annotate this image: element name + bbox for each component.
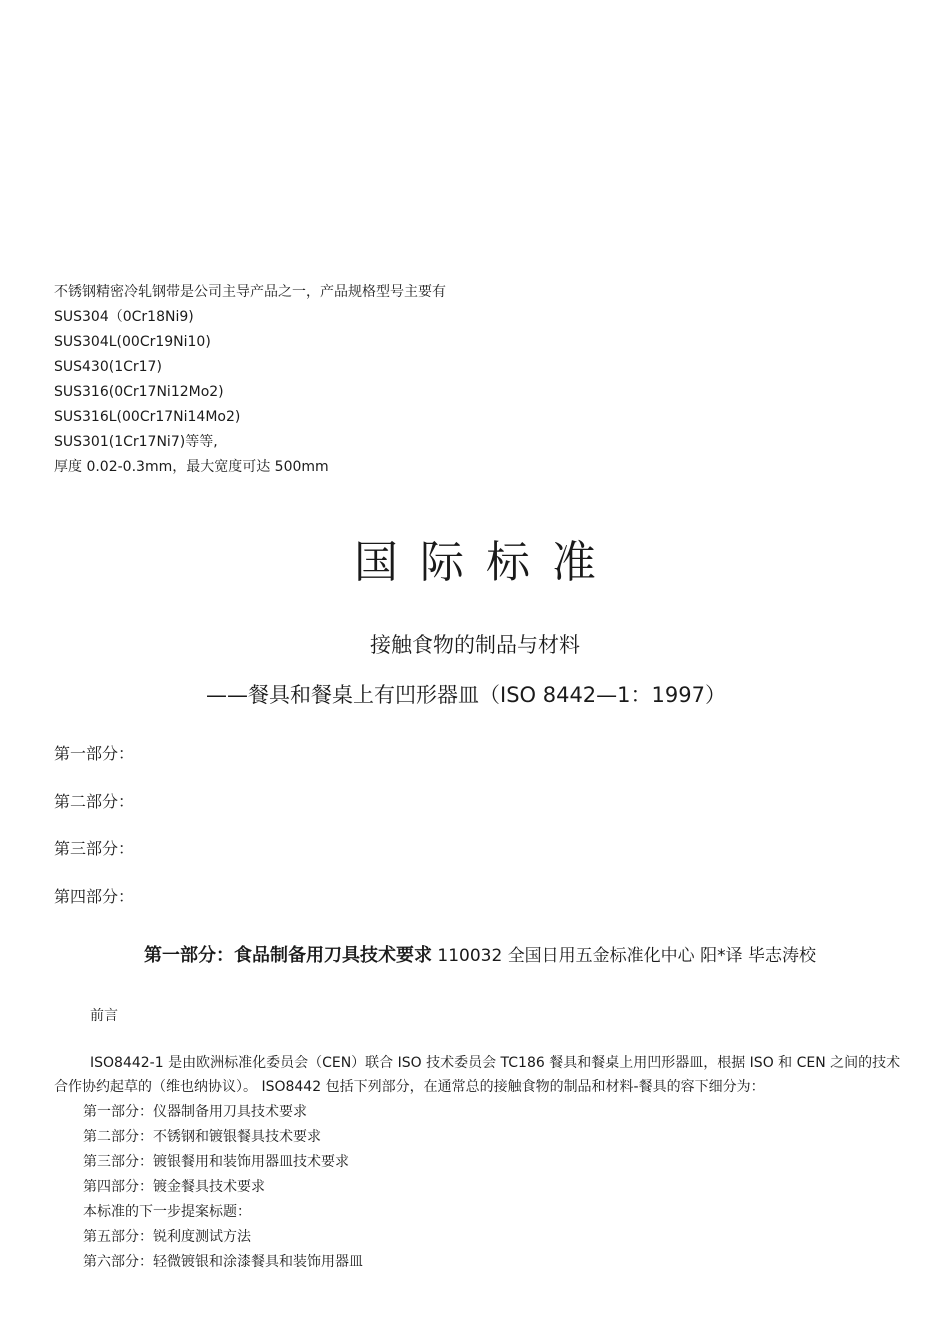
section-heading-title: 第一部分：食品制备用刀具技术要求 bbox=[143, 945, 432, 966]
list-item: 本标准的下一步提案标题： bbox=[83, 1204, 251, 1220]
list-item: 第一部分：仪器制备用刀具技术要求 bbox=[83, 1104, 307, 1120]
preface-list bbox=[83, 1100, 363, 1275]
list-item: 第五部分：锐利度测试方法 bbox=[83, 1229, 251, 1245]
list-item: 第三部分：镀银餐用和装饰用器皿技术要求 bbox=[83, 1154, 349, 1170]
product-intro bbox=[54, 280, 446, 480]
section-heading-credits: 110032 全国日用五金标准化中心 阳*译 毕志涛校 bbox=[431, 946, 816, 966]
preface-label: 前言 bbox=[90, 1008, 118, 1024]
section-heading bbox=[0, 943, 950, 969]
intro-line: SUS316L(00Cr17Ni14Mo2) bbox=[54, 409, 241, 425]
list-item: 第四部分：镀金餐具技术要求 bbox=[83, 1179, 265, 1195]
intro-line: SUS304（0Cr18Ni9) bbox=[54, 309, 194, 325]
list-item: 第二部分：不锈钢和镀银餐具技术要求 bbox=[83, 1129, 321, 1145]
parts-list bbox=[54, 741, 134, 931]
intro-line: SUS430(1Cr17) bbox=[54, 359, 162, 375]
part-label: 第一部分： bbox=[54, 744, 135, 763]
intro-line: 不锈钢精密冷轧钢带是公司主导产品之一，产品规格型号主要有 bbox=[54, 284, 446, 300]
document-subtitle: 接触食物的制品与材料 bbox=[370, 633, 580, 657]
part-label: 第二部分： bbox=[54, 791, 135, 811]
intro-line: SUS301(1Cr17Ni7)等等, bbox=[54, 434, 218, 450]
list-item: 第六部分：轻微镀银和涂漆餐具和装饰用器皿 bbox=[83, 1254, 363, 1270]
intro-line: SUS304L(00Cr19Ni10) bbox=[54, 334, 211, 350]
part-label: 第四部分： bbox=[54, 886, 135, 906]
part-label: 第三部分： bbox=[54, 839, 135, 858]
intro-line: SUS316(0Cr17Ni12Mo2) bbox=[54, 384, 224, 400]
document-title: 国际标准 bbox=[354, 537, 618, 588]
document-subtitle-standard: ——餐具和餐桌上有凹形器皿（ISO 8442—1：1997） bbox=[206, 683, 726, 707]
intro-line: 厚度 0.02-0.3mm，最大宽度可达 500mm bbox=[54, 459, 329, 475]
preface-paragraph: ISO8442-1 是由欧洲标准化委员会（CEN）联合 ISO 技术委员会 TC186 餐具和餐桌上用凹形器皿，根据 ISO 和 CEN 之间的技术合作协约起草的（维也纳协议）。 ISO8442 包括下列部分，在通常总的接触食物的制品和材料-餐具的容下细分为： bbox=[54, 1055, 901, 1095]
